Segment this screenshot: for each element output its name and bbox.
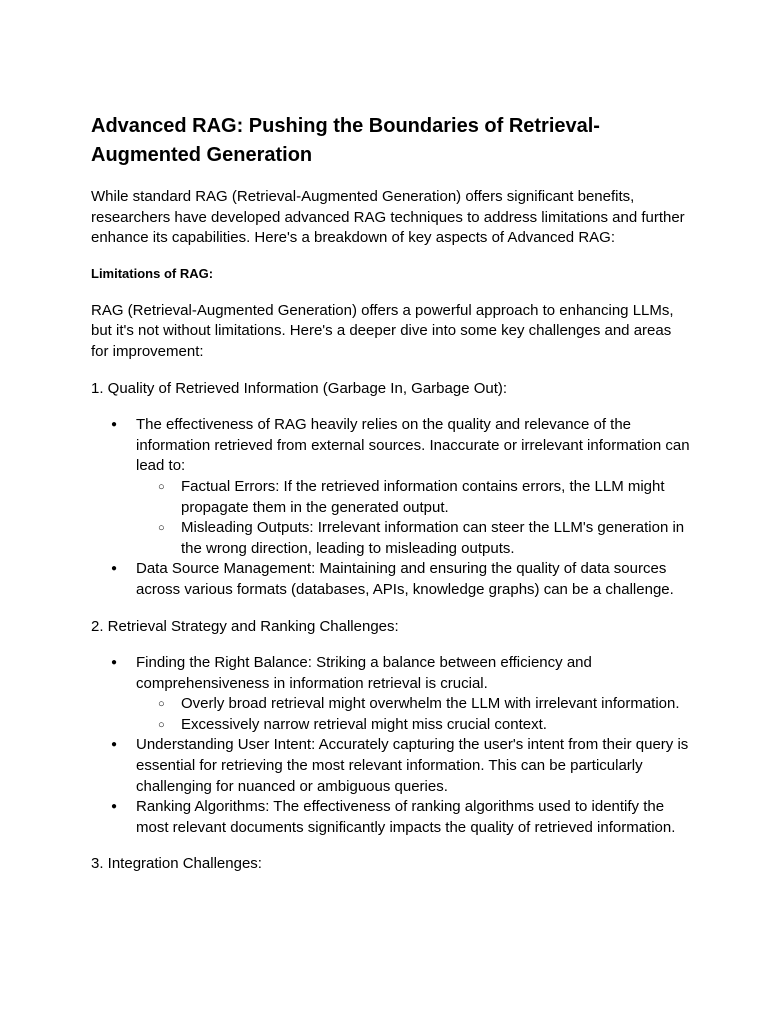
section-2-list <box>91 653 691 838</box>
list-item-text: Finding the Right Balance: Striking a balance between efficiency and comprehensiveness in information retrieval is crucial. <box>136 654 592 692</box>
sub-list <box>136 694 691 735</box>
section-2-heading: 2. Retrieval Strategy and Ranking Challenges: <box>91 617 399 635</box>
sub-list-item: ○ Overly broad retrieval might overwhelm the LLM with irrelevant information. <box>136 694 691 715</box>
list-item <box>91 653 691 735</box>
section-1-list <box>91 415 691 600</box>
list-item <box>91 415 691 559</box>
limitations-intro-paragraph: RAG (Retrieval-Augmented Generation) offers a powerful approach to enhancing LLMs, but it's not without limitations. Here's a deeper dive into some key challenges and areas for improvement: <box>91 301 674 360</box>
sub-list-item: ○ Misleading Outputs: Irrelevant information can steer the LLM's generation in the wrong direction, leading to misleading outputs. <box>136 518 691 559</box>
list-item <box>91 797 691 838</box>
sub-list-item: ○ Factual Errors: If the retrieved information contains errors, the LLM might propagate them in the generated output. <box>136 477 691 518</box>
list-item <box>91 559 691 600</box>
list-item-text: The effectiveness of RAG heavily relies on the quality and relevance of the information retrieved from external sources. Inaccurate or irrelevant information can lead to: <box>136 416 690 475</box>
sub-list-item: ○ Excessively narrow retrieval might miss crucial context. <box>136 715 691 736</box>
list-item-text: Understanding User Intent: Accurately capturing the user's intent from their query is essential for retrieving the most relevant information. This can be particularly challenging for nuanced or ambiguous queries. <box>136 736 689 795</box>
list-item <box>91 735 691 797</box>
list-item-text: Data Source Management: Maintaining and ensuring the quality of data sources across various formats (databases, APIs, knowledge graphs) can be a challenge. <box>136 560 674 598</box>
sub-list <box>136 477 691 559</box>
list-item-text: Ranking Algorithms: The effectiveness of ranking algorithms used to identify the most relevant documents significantly impacts the quality of retrieved information. <box>136 798 676 836</box>
limitations-heading: Limitations of RAG: <box>91 265 214 281</box>
intro-paragraph: While standard RAG (Retrieval-Augmented Generation) offers significant benefits, researchers have developed advanced RAG techniques to address limitations and further enhance its capabilities. Here's a breakdown of key aspects of Advanced RAG: <box>91 188 685 247</box>
section-3-heading: 3. Integration Challenges: <box>91 855 262 873</box>
section-1-heading: 1. Quality of Retrieved Information (Garbage In, Garbage Out): <box>91 379 508 397</box>
document-title: Advanced RAG: Pushing the Boundaries of Retrieval-Augmented Generation <box>91 115 600 166</box>
document-content <box>91 112 691 875</box>
